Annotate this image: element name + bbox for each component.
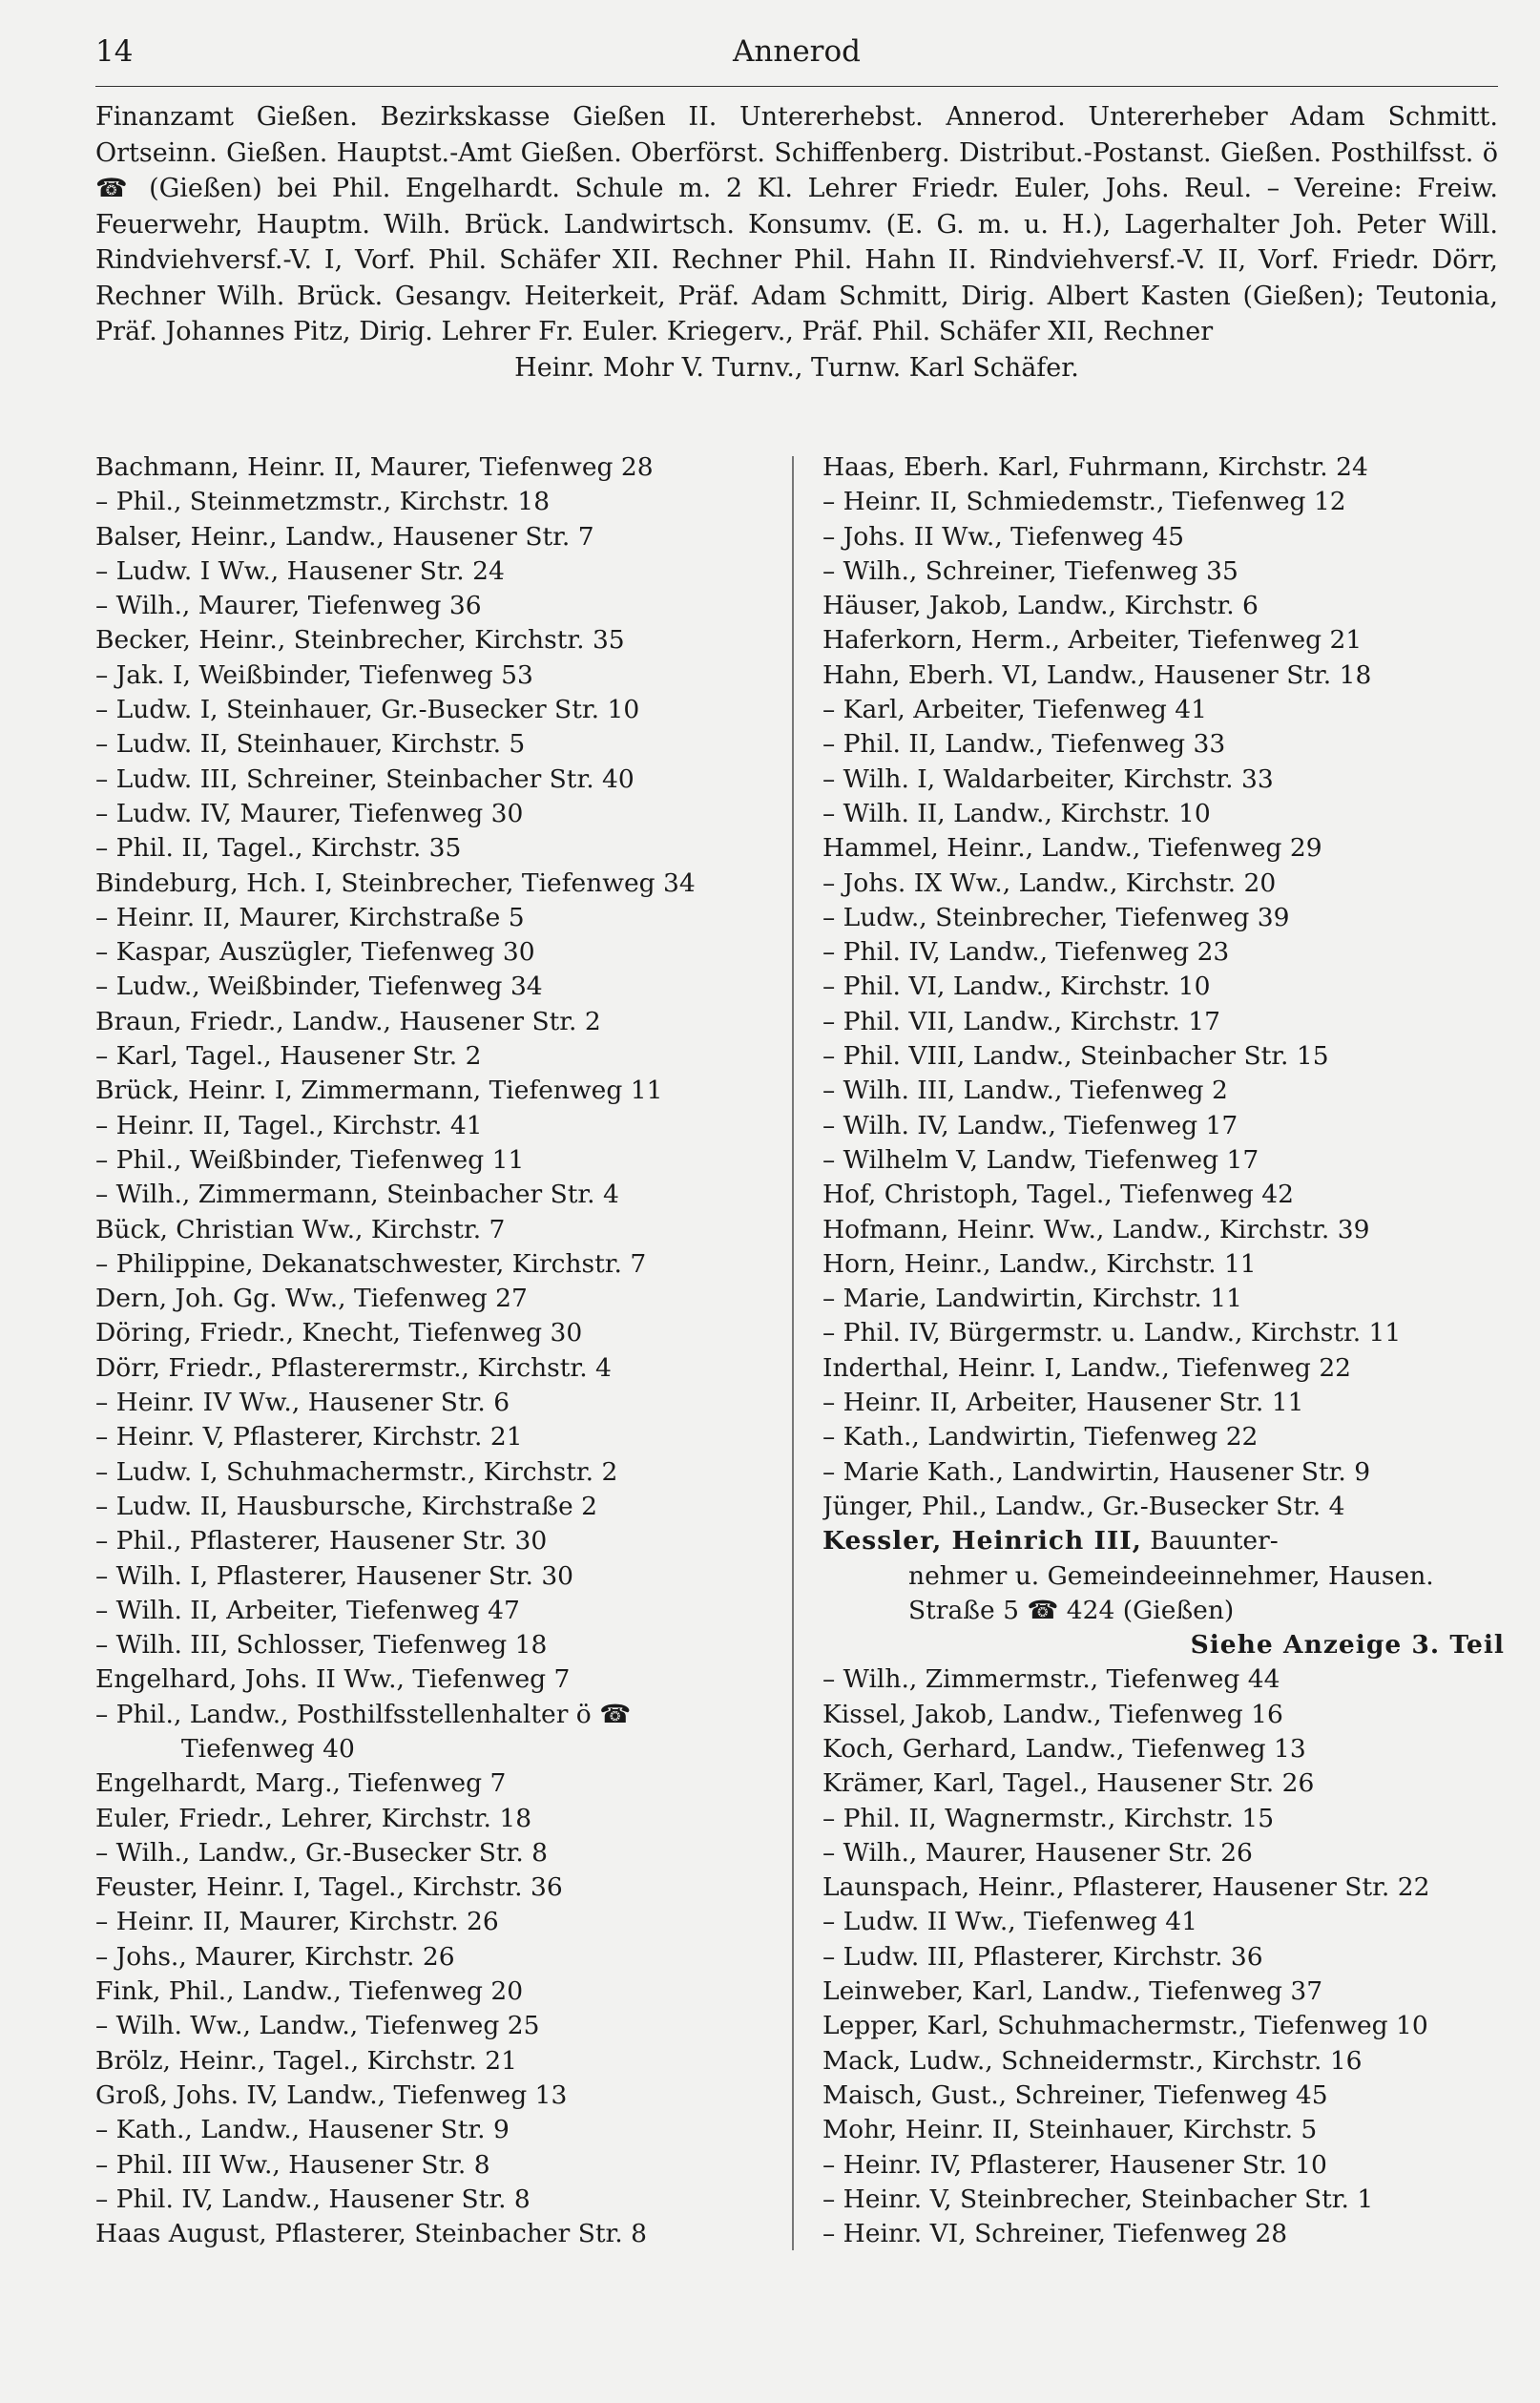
list-item: Hahn, Eberh. VI, Landw., Hausener Str. 18: [822, 659, 1372, 690]
list-item: – Marie Kath., Landwirtin, Hausener Str. 9: [822, 1456, 1371, 1487]
list-item: – Phil., Pflasterer, Hausener Str. 30: [95, 1526, 548, 1557]
list-item: – Wilh., Zimmermann, Steinbacher Str. 4: [95, 1180, 619, 1210]
list-item: – Johs. IX Ww., Landw., Kirchstr. 20: [822, 867, 1277, 898]
intro-line: Rechner Phil. Hahn II. Rindviehversf.-V. II, Vorf. Friedr. Dörr, Rechner Wilh. Brück.: [95, 245, 1498, 311]
list-item: – Wilh., Maurer, Tiefenweg 36: [95, 591, 482, 621]
list-item: – Phil. II, Tagel., Kirchstr. 35: [95, 833, 462, 864]
list-item: – Phil. VII, Landw., Kirchstr. 17: [822, 1006, 1220, 1036]
advertisement-reference: Siehe Anzeige 3. Teil: [1190, 1630, 1505, 1661]
list-item: – Wilh. II, Arbeiter, Tiefenweg 47: [95, 1595, 520, 1625]
list-item: Haas, Eberh. Karl, Fuhrmann, Kirchstr. 24: [822, 452, 1368, 482]
list-item: – Ludw. II Ww., Tiefenweg 41: [822, 1907, 1197, 1937]
list-item: – Wilh., Landw., Gr.-Busecker Str. 8: [95, 1837, 549, 1868]
list-item: Euler, Friedr., Lehrer, Kirchstr. 18: [95, 1803, 532, 1833]
list-item: – Ludw. II, Steinhauer, Kirchstr. 5: [95, 729, 526, 760]
list-item: – Phil. IV, Landw., Hausener Str. 8: [95, 2184, 531, 2214]
advertiser-trade: Bauunter-: [1141, 1526, 1279, 1557]
list-item: Braun, Friedr., Landw., Hausener Str. 2: [95, 1006, 601, 1036]
list-item: Launspach, Heinr., Pflasterer, Hausener Str. 22: [822, 1872, 1430, 1903]
list-item: – Phil. II, Landw., Tiefenweg 33: [822, 729, 1226, 760]
list-item: – Wilh. I, Waldarbeiter, Kirchstr. 33: [822, 763, 1274, 794]
list-item: – Kath., Landw., Hausener Str. 9: [95, 2115, 510, 2145]
list-item: Becker, Heinr., Steinbrecher, Kirchstr. 35: [95, 625, 625, 656]
list-item-continuation: Tiefenweg 40: [181, 1733, 355, 1764]
list-item: Engelhardt, Marg., Tiefenweg 7: [95, 1768, 507, 1799]
list-item: – Phil. IV, Landw., Tiefenweg 23: [822, 937, 1230, 968]
list-item: – Marie, Landwirtin, Kirchstr. 11: [822, 1284, 1242, 1314]
list-item: – Wilh. IV, Landw., Tiefenweg 17: [822, 1110, 1238, 1140]
list-item: – Kaspar, Auszügler, Tiefenweg 30: [95, 937, 535, 968]
list-item: – Wilh. Ww., Landw., Tiefenweg 25: [95, 2011, 540, 2041]
list-item: – Ludw., Steinbrecher, Tiefenweg 39: [822, 902, 1290, 932]
list-item: – Phil. III Ww., Hausener Str. 8: [95, 2149, 490, 2180]
list-item: Kissel, Jakob, Landw., Tiefenweg 16: [822, 1699, 1283, 1729]
list-item: – Kath., Landwirtin, Tiefenweg 22: [822, 1422, 1259, 1452]
list-item: – Heinr. II, Tagel., Kirchstr. 41: [95, 1110, 483, 1140]
list-item: Horn, Heinr., Landw., Kirchstr. 11: [822, 1248, 1257, 1279]
list-item: – Heinr. V, Steinbrecher, Steinbacher Str. 1: [822, 2184, 1374, 2214]
list-item: – Phil., Landw., Posthilfsstellenhalter ö ☎: [95, 1699, 632, 1729]
list-item: Haferkorn, Herm., Arbeiter, Tiefenweg 21: [822, 625, 1363, 656]
list-item: – Ludw. IV, Maurer, Tiefenweg 30: [95, 798, 524, 828]
intro-line: Johs. Reul. – Vereine: Freiw. Feuerwehr, Hauptm. Wilh. Brück. Landwirtsch. Konsumv.: [95, 174, 1498, 240]
list-item: Bindeburg, Hch. I, Steinbrecher, Tiefenweg 34: [95, 867, 696, 898]
list-item: Dörr, Friedr., Pflasterermstr., Kirchstr. 4: [95, 1352, 612, 1383]
intro-line: Finanzamt Gießen. Bezirkskasse Gießen II. Untererhebst. Annerod. Untererheber Adam: [95, 102, 1365, 132]
intro-line: (E. G. m. u. H.), Lagerhalter Joh. Peter Will. Rindviehversf.-V. I, Vorf. Phil. Schäfer XII.: [95, 209, 1498, 275]
list-item: – Wilh., Schreiner, Tiefenweg 35: [822, 555, 1238, 586]
list-item: – Heinr. VI, Schreiner, Tiefenweg 28: [822, 2219, 1288, 2249]
list-item: – Ludw. I Ww., Hausener Str. 24: [95, 555, 505, 586]
list-item: – Ludw. II, Hausbursche, Kirchstraße 2: [95, 1491, 598, 1521]
intro-line: Gießen. Posthilfsst. ö ☎ (Gießen) bei Phil. Engelhardt. Schule m. 2 Kl. Lehrer Friedr. Euler,: [95, 137, 1498, 203]
list-item: Engelhard, Johs. II Ww., Tiefenweg 7: [95, 1664, 571, 1695]
list-item: – Wilh., Maurer, Hausener Str. 26: [822, 1837, 1253, 1868]
list-item: – Phil., Weißbinder, Tiefenweg 11: [95, 1144, 525, 1175]
list-item: – Wilh. II, Landw., Kirchstr. 10: [822, 798, 1211, 828]
list-item: – Phil. IV, Bürgermstr. u. Landw., Kirchstr. 11: [822, 1318, 1402, 1348]
list-item: Balser, Heinr., Landw., Hausener Str. 7: [95, 521, 594, 552]
list-item-continuation: Straße 5 ☎ 424 (Gießen): [908, 1595, 1235, 1625]
list-item: Lepper, Karl, Schuhmachermstr., Tiefenweg 10: [822, 2011, 1428, 2041]
column-divider: [792, 456, 794, 2250]
list-item: – Phil. VIII, Landw., Steinbacher Str. 15: [822, 1041, 1329, 1072]
list-item: – Heinr. II, Schmiedemstr., Tiefenweg 12: [822, 487, 1346, 517]
intro-line: Gesangv. Heiterkeit, Präf. Adam Schmitt, Dirig. Albert Kasten (Gießen); Teutonia, Präf.: [95, 281, 1498, 346]
list-item: Hofmann, Heinr. Ww., Landw., Kirchstr. 39: [822, 1214, 1370, 1244]
list-item: – Ludw. III, Pflasterer, Kirchstr. 36: [822, 1941, 1263, 1972]
list-item: Koch, Gerhard, Landw., Tiefenweg 13: [822, 1733, 1306, 1764]
list-item: – Wilhelm V, Landw, Tiefenweg 17: [822, 1144, 1259, 1175]
list-item: – Phil. VI, Landw., Kirchstr. 10: [822, 972, 1211, 1002]
page-title: Annerod: [733, 34, 861, 69]
left-column: [95, 450, 782, 2251]
list-item: Hammel, Heinr., Landw., Tiefenweg 29: [822, 833, 1322, 864]
intro-line: Schmitt. Ortseinn. Gießen. Hauptst.-Amt Gießen. Oberförst. Schiffenberg. Distribut.-Postanst.: [95, 102, 1498, 168]
list-item: Bück, Christian Ww., Kirchstr. 7: [95, 1214, 506, 1244]
list-item: Groß, Johs. IV, Landw., Tiefenweg 13: [95, 2079, 568, 2110]
list-item: Brölz, Heinr., Tagel., Kirchstr. 21: [95, 2045, 517, 2076]
list-item: Brück, Heinr. I, Zimmermann, Tiefenweg 11: [95, 1076, 663, 1106]
list-item-continuation: nehmer u. Gemeindeeinnehmer, Hausen.: [908, 1560, 1434, 1591]
list-item: Häuser, Jakob, Landw., Kirchstr. 6: [822, 591, 1259, 621]
list-item: – Heinr. IV, Pflasterer, Hausener Str. 10: [822, 2149, 1327, 2180]
page-number: 14: [95, 34, 134, 69]
list-item: – Wilh. III, Schlosser, Tiefenweg 18: [95, 1630, 548, 1661]
advertiser-name: Kessler, Heinrich III,: [822, 1526, 1142, 1557]
intro-paragraph: [95, 99, 1498, 386]
list-item: – Ludw. I, Schuhmachermstr., Kirchstr. 2: [95, 1456, 618, 1487]
list-item: Mack, Ludw., Schneidermstr., Kirchstr. 16: [822, 2045, 1363, 2076]
list-item: Dern, Joh. Gg. Ww., Tiefenweg 27: [95, 1284, 528, 1314]
list-item: Feuster, Heinr. I, Tagel., Kirchstr. 36: [95, 1872, 563, 1903]
list-item: Haas August, Pflasterer, Steinbacher Str. 8: [95, 2219, 647, 2249]
list-item: Mohr, Heinr. II, Steinhauer, Kirchstr. 5: [822, 2115, 1318, 2145]
list-item: – Ludw. I, Steinhauer, Gr.-Busecker Str. 10: [95, 695, 640, 725]
list-item: – Heinr. II, Arbeiter, Hausener Str. 11: [822, 1388, 1304, 1418]
list-item: Fink, Phil., Landw., Tiefenweg 20: [95, 1976, 524, 2007]
list-item: Maisch, Gust., Schreiner, Tiefenweg 45: [822, 2079, 1328, 2110]
list-item: – Wilh. I, Pflasterer, Hausener Str. 30: [95, 1560, 574, 1591]
list-item: – Wilh., Zimmermstr., Tiefenweg 44: [822, 1664, 1280, 1695]
list-item: – Heinr. II, Maurer, Kirchstraße 5: [95, 902, 525, 932]
intro-line: Heinr. Mohr V. Turnv., Turnw. Karl Schäfer.: [514, 352, 1079, 383]
list-item: Bachmann, Heinr. II, Maurer, Tiefenweg 28: [95, 452, 654, 482]
list-item: – Phil. II, Wagnermstr., Kirchstr. 15: [822, 1803, 1275, 1833]
advertiser-entry: [822, 1524, 1505, 1558]
list-item: – Jak. I, Weißbinder, Tiefenweg 53: [95, 659, 533, 690]
page-header: [95, 29, 1498, 87]
list-item: – Philippine, Dekanatschwester, Kirchstr. 7: [95, 1248, 647, 1279]
intro-line: Johannes Pitz, Dirig. Lehrer Fr. Euler. Kriegerv., Präf. Phil. Schäfer XII, Rechner: [165, 317, 1214, 346]
list-item: – Phil., Steinmetzmstr., Kirchstr. 18: [95, 487, 551, 517]
list-item: Inderthal, Heinr. I, Landw., Tiefenweg 22: [822, 1352, 1352, 1383]
list-item: – Heinr. IV Ww., Hausener Str. 6: [95, 1388, 510, 1418]
right-column: [822, 450, 1505, 2251]
list-item: – Karl, Tagel., Hausener Str. 2: [95, 1041, 482, 1072]
list-item: – Heinr. V, Pflasterer, Kirchstr. 21: [95, 1422, 523, 1452]
list-item: – Ludw., Weißbinder, Tiefenweg 34: [95, 972, 543, 1002]
list-item: Döring, Friedr., Knecht, Tiefenweg 30: [95, 1318, 583, 1348]
list-item: Leinweber, Karl, Landw., Tiefenweg 37: [822, 1976, 1323, 2007]
list-item: – Ludw. III, Schreiner, Steinbacher Str. 40: [95, 763, 635, 794]
list-item: – Johs. II Ww., Tiefenweg 45: [822, 521, 1185, 552]
list-item: – Johs., Maurer, Kirchstr. 26: [95, 1941, 455, 1972]
list-item: Hof, Christoph, Tagel., Tiefenweg 42: [822, 1180, 1295, 1210]
list-item: – Wilh. III, Landw., Tiefenweg 2: [822, 1076, 1228, 1106]
list-item: Jünger, Phil., Landw., Gr.-Busecker Str. 4: [822, 1491, 1345, 1521]
list-item: – Karl, Arbeiter, Tiefenweg 41: [822, 695, 1207, 725]
list-item: – Heinr. II, Maurer, Kirchstr. 26: [95, 1907, 499, 1937]
list-item: Krämer, Karl, Tagel., Hausener Str. 26: [822, 1768, 1315, 1799]
